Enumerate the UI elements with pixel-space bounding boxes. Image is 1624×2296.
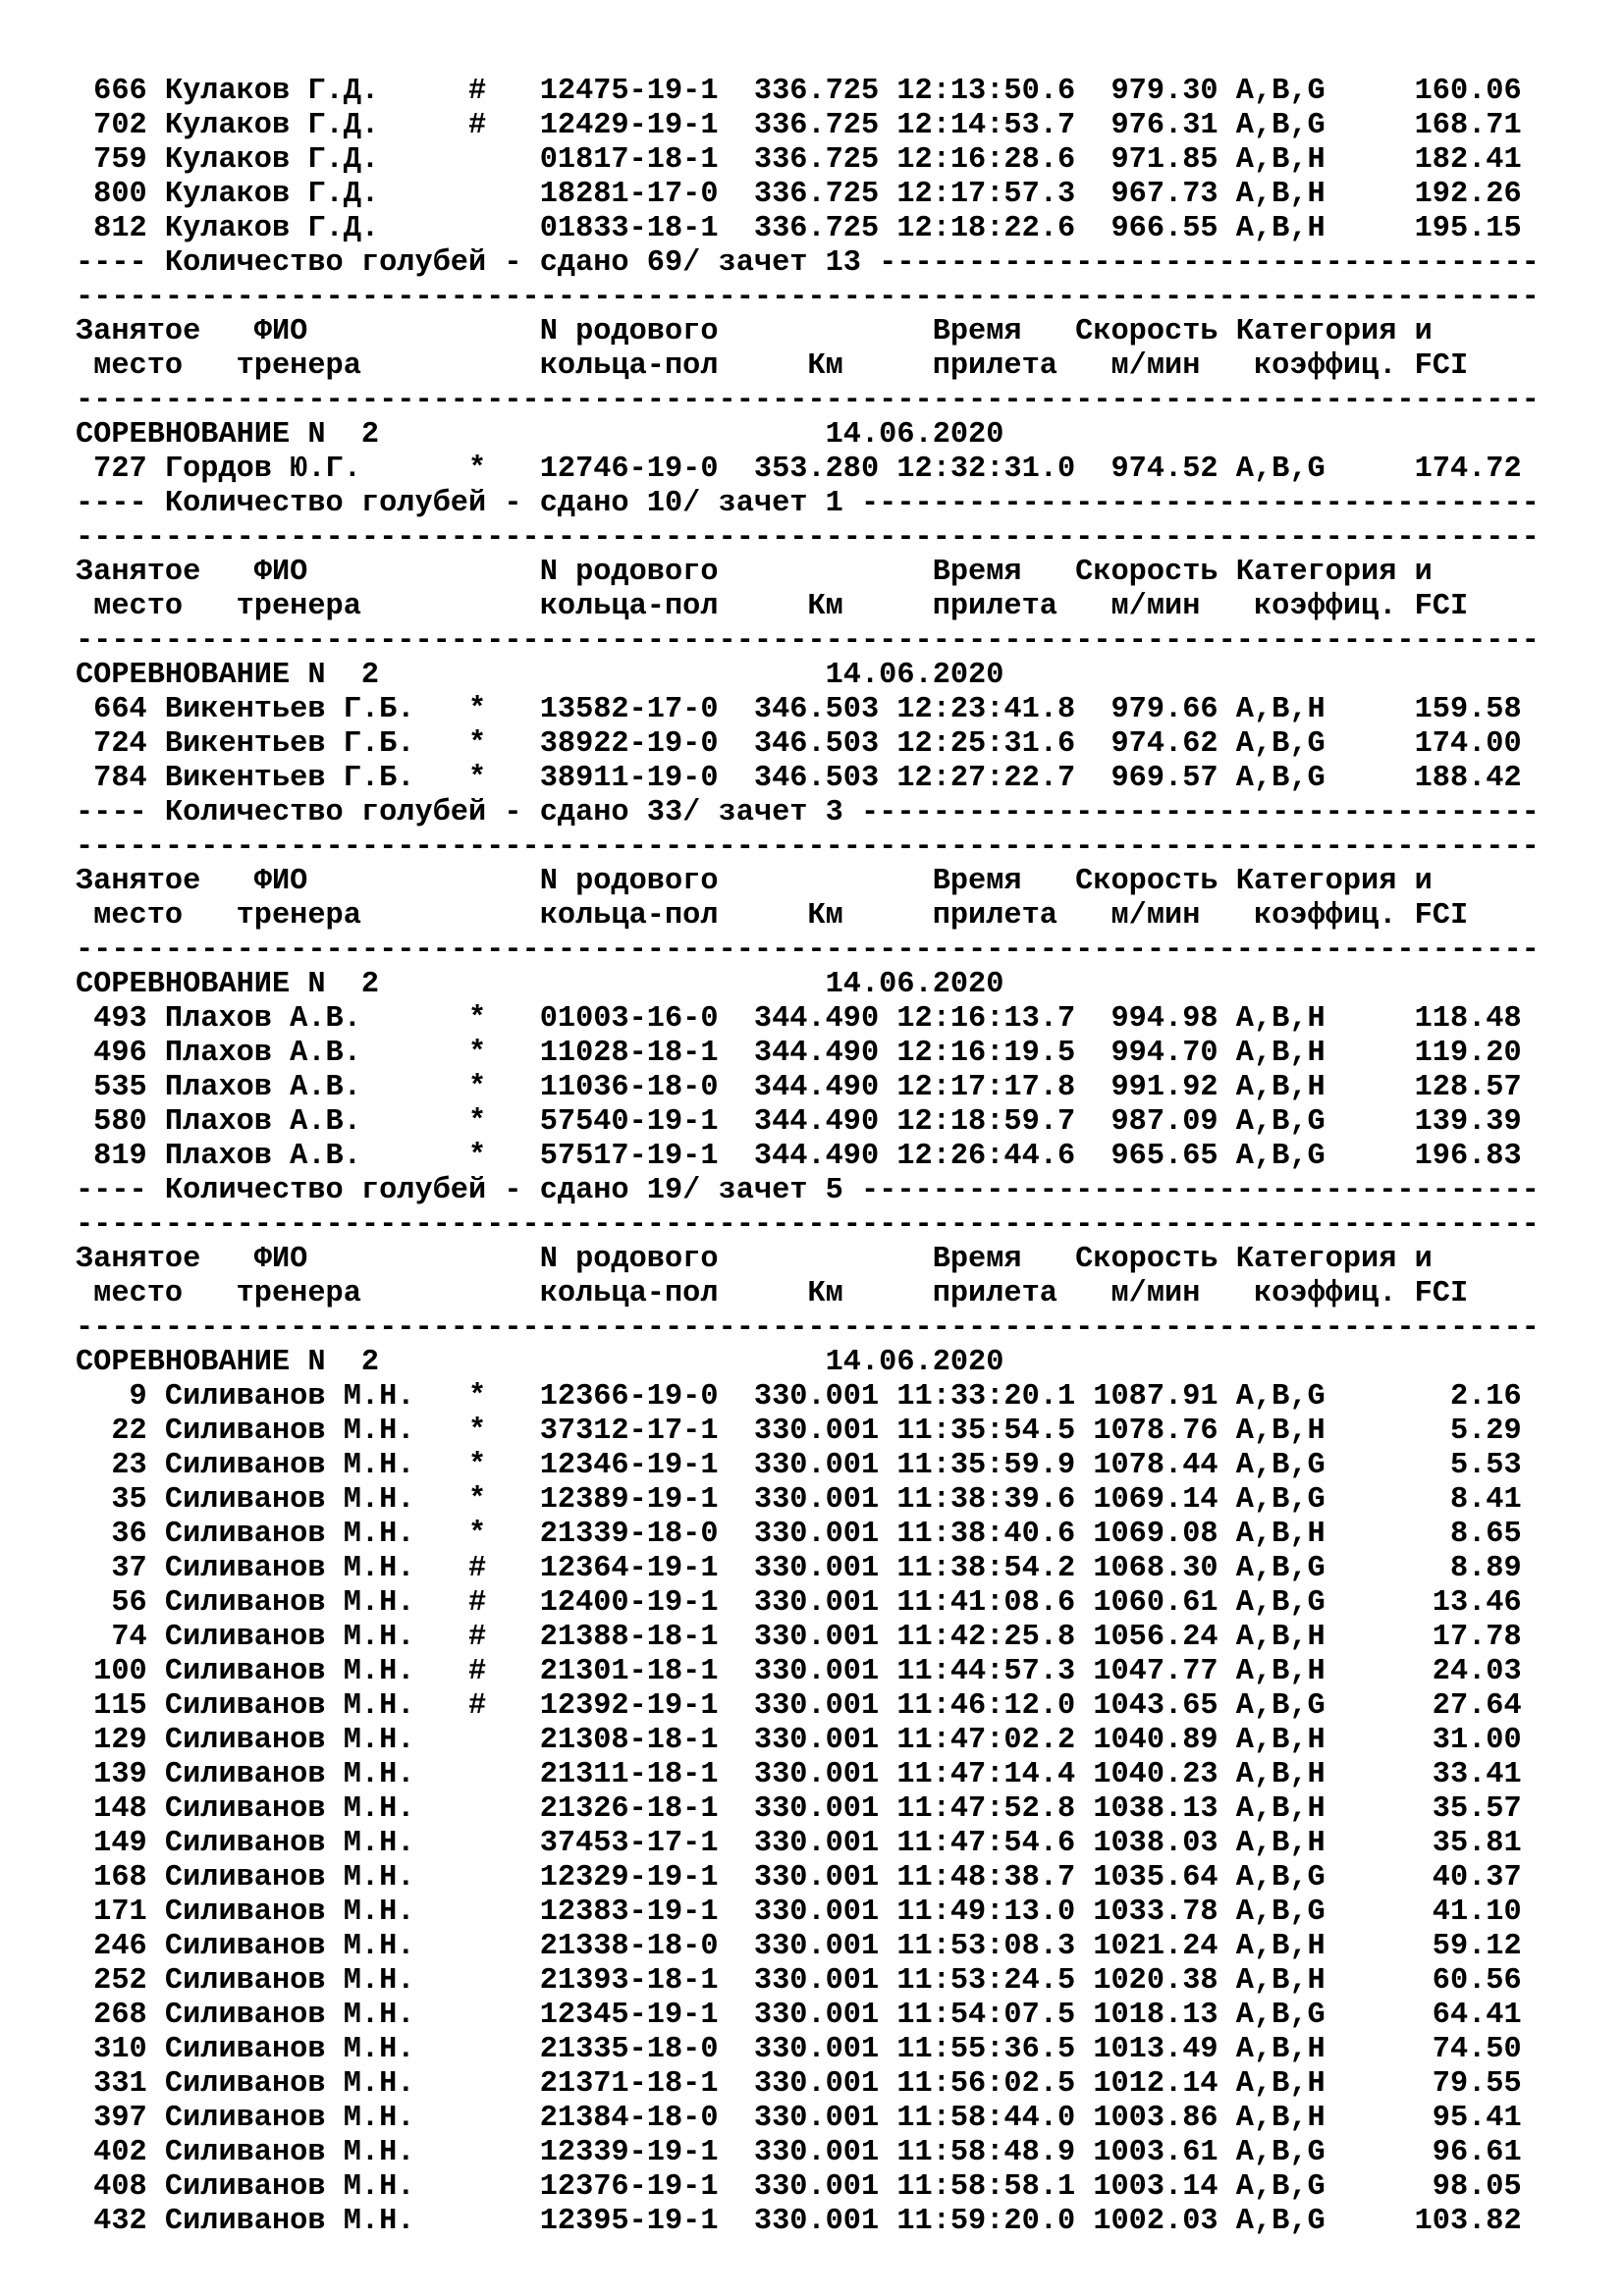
result-row: 35 Силиванов М.Н. * 12389-19-1 330.001 11:38:39.6 1069.14 A,B,G 8.41: [76, 1483, 1522, 1517]
result-row: 310 Силиванов М.Н. 21335-18-0 330.001 11:55:36.5 1013.49 A,B,H 74.50: [76, 2033, 1522, 2066]
race-results-report: [76, 75, 1540, 2239]
competition-heading: СОРЕВНОВАНИЕ N 2 14.06.2020: [76, 659, 1004, 692]
divider: ----------------------------------------------------------------------------------: [76, 624, 1540, 658]
competition-heading: СОРЕВНОВАНИЕ N 2 14.06.2020: [76, 968, 1004, 1001]
summary-line: ---- Количество голубей - сдано 33/ зачет 3 --------------------------------------: [76, 796, 1540, 829]
result-row: 535 Плахов А.В. * 11036-18-0 344.490 12:17:17.8 991.92 A,B,H 128.57: [76, 1071, 1522, 1104]
result-row: 702 Кулаков Г.Д. # 12429-19-1 336.725 12:14:53.7 976.31 A,B,G 168.71: [76, 109, 1522, 142]
result-row: 139 Силиванов М.Н. 21311-18-1 330.001 11:47:14.4 1040.23 A,B,H 33.41: [76, 1758, 1522, 1791]
column-header: Занятое ФИО N родового Время Скорость Категория и: [76, 315, 1433, 348]
result-row: 331 Силиванов М.Н. 21371-18-1 330.001 11:56:02.5 1012.14 A,B,H 79.55: [76, 2067, 1522, 2101]
result-row: 246 Силиванов М.Н. 21338-18-0 330.001 11:53:08.3 1021.24 A,B,H 59.12: [76, 1930, 1522, 1963]
result-row: 496 Плахов А.В. * 11028-18-1 344.490 12:16:19.5 994.70 A,B,H 119.20: [76, 1037, 1522, 1070]
column-header: место тренера кольца-пол Км прилета м/мин коэффиц. FCI: [76, 349, 1469, 383]
result-row: 252 Силиванов М.Н. 21393-18-1 330.001 11:53:24.5 1020.38 A,B,H 60.56: [76, 1964, 1522, 1998]
divider: ----------------------------------------------------------------------------------: [76, 934, 1540, 967]
result-row: 149 Силиванов М.Н. 37453-17-1 330.001 11:47:54.6 1038.03 A,B,H 35.81: [76, 1827, 1522, 1860]
result-row: 812 Кулаков Г.Д. 01833-18-1 336.725 12:18:22.6 966.55 A,B,H 195.15: [76, 212, 1522, 245]
result-row: 402 Силиванов М.Н. 12339-19-1 330.001 11:58:48.9 1003.61 A,B,G 96.61: [76, 2136, 1522, 2169]
summary-line: ---- Количество голубей - сдано 69/ зачет 13 -------------------------------------: [76, 246, 1540, 280]
column-header: Занятое ФИО N родового Время Скорость Категория и: [76, 865, 1433, 898]
result-row: 664 Викентьев Г.Б. * 13582-17-0 346.503 12:23:41.8 979.66 A,B,H 159.58: [76, 693, 1522, 726]
column-header: место тренера кольца-пол Км прилета м/мин коэффиц. FCI: [76, 590, 1469, 623]
result-row: 148 Силиванов М.Н. 21326-18-1 330.001 11:47:52.8 1038.13 A,B,H 35.57: [76, 1792, 1522, 1826]
result-row: 168 Силиванов М.Н. 12329-19-1 330.001 11:48:38.7 1035.64 A,B,G 40.37: [76, 1861, 1522, 1895]
result-row: 268 Силиванов М.Н. 12345-19-1 330.001 11:54:07.5 1018.13 A,B,G 64.41: [76, 1999, 1522, 2032]
divider: ----------------------------------------------------------------------------------: [76, 281, 1540, 314]
result-row: 408 Силиванов М.Н. 12376-19-1 330.001 11:58:58.1 1003.14 A,B,G 98.05: [76, 2170, 1522, 2204]
summary-line: ---- Количество голубей - сдано 19/ зачет 5 --------------------------------------: [76, 1174, 1540, 1207]
result-row: 397 Силиванов М.Н. 21384-18-0 330.001 11:58:44.0 1003.86 A,B,H 95.41: [76, 2102, 1522, 2135]
result-row: 129 Силиванов М.Н. 21308-18-1 330.001 11:47:02.2 1040.89 A,B,H 31.00: [76, 1724, 1522, 1757]
result-row: 22 Силиванов М.Н. * 37312-17-1 330.001 11:35:54.5 1078.76 A,B,H 5.29: [76, 1415, 1522, 1448]
result-row: 23 Силиванов М.Н. * 12346-19-1 330.001 11:35:59.9 1078.44 A,B,G 5.53: [76, 1449, 1522, 1482]
column-header: Занятое ФИО N родового Время Скорость Категория и: [76, 1243, 1433, 1276]
result-row: 9 Силиванов М.Н. * 12366-19-0 330.001 11:33:20.1 1087.91 A,B,G 2.16: [76, 1380, 1522, 1414]
divider: ----------------------------------------------------------------------------------: [76, 1311, 1540, 1345]
result-row: 100 Силиванов М.Н. # 21301-18-1 330.001 11:44:57.3 1047.77 A,B,H 24.03: [76, 1655, 1522, 1688]
result-row: 115 Силиванов М.Н. # 12392-19-1 330.001 11:46:12.0 1043.65 A,B,G 27.64: [76, 1689, 1522, 1723]
column-header: место тренера кольца-пол Км прилета м/мин коэффиц. FCI: [76, 1277, 1469, 1310]
result-row: 432 Силиванов М.Н. 12395-19-1 330.001 11:59:20.0 1002.03 A,B,G 103.82: [76, 2205, 1522, 2238]
result-row: 724 Викентьев Г.Б. * 38922-19-0 346.503 12:25:31.6 974.62 A,B,G 174.00: [76, 727, 1522, 761]
divider: ----------------------------------------------------------------------------------: [76, 1208, 1540, 1242]
result-row: 759 Кулаков Г.Д. 01817-18-1 336.725 12:16:28.6 971.85 A,B,H 182.41: [76, 143, 1522, 177]
result-row: 800 Кулаков Г.Д. 18281-17-0 336.725 12:17:57.3 967.73 A,B,H 192.26: [76, 178, 1522, 211]
result-row: 727 Гордов Ю.Г. * 12746-19-0 353.280 12:32:31.0 974.52 A,B,G 174.72: [76, 453, 1522, 486]
divider: ----------------------------------------------------------------------------------: [76, 521, 1540, 555]
column-header: Занятое ФИО N родового Время Скорость Категория и: [76, 556, 1433, 589]
result-row: 666 Кулаков Г.Д. # 12475-19-1 336.725 12:13:50.6 979.30 A,B,G 160.06: [76, 75, 1522, 108]
divider: ----------------------------------------------------------------------------------: [76, 384, 1540, 417]
result-row: 74 Силиванов М.Н. # 21388-18-1 330.001 11:42:25.8 1056.24 A,B,H 17.78: [76, 1621, 1522, 1654]
divider: ----------------------------------------------------------------------------------: [76, 830, 1540, 864]
result-row: 56 Силиванов М.Н. # 12400-19-1 330.001 11:41:08.6 1060.61 A,B,G 13.46: [76, 1586, 1522, 1620]
result-row: 819 Плахов А.В. * 57517-19-1 344.490 12:26:44.6 965.65 A,B,G 196.83: [76, 1140, 1522, 1173]
result-row: 580 Плахов А.В. * 57540-19-1 344.490 12:18:59.7 987.09 A,B,G 139.39: [76, 1105, 1522, 1139]
summary-line: ---- Количество голубей - сдано 10/ зачет 1 --------------------------------------: [76, 487, 1540, 520]
result-row: 784 Викентьев Г.Б. * 38911-19-0 346.503 12:27:22.7 969.57 A,B,G 188.42: [76, 762, 1522, 795]
competition-heading: СОРЕВНОВАНИЕ N 2 14.06.2020: [76, 1346, 1004, 1379]
result-row: 37 Силиванов М.Н. # 12364-19-1 330.001 11:38:54.2 1068.30 A,B,G 8.89: [76, 1552, 1522, 1585]
result-row: 36 Силиванов М.Н. * 21339-18-0 330.001 11:38:40.6 1069.08 A,B,H 8.65: [76, 1518, 1522, 1551]
result-row: 171 Силиванов М.Н. 12383-19-1 330.001 11:49:13.0 1033.78 A,B,G 41.10: [76, 1896, 1522, 1929]
result-row: 493 Плахов А.В. * 01003-16-0 344.490 12:16:13.7 994.98 A,B,H 118.48: [76, 1002, 1522, 1036]
competition-heading: СОРЕВНОВАНИЕ N 2 14.06.2020: [76, 418, 1004, 452]
column-header: место тренера кольца-пол Км прилета м/мин коэффиц. FCI: [76, 899, 1469, 933]
